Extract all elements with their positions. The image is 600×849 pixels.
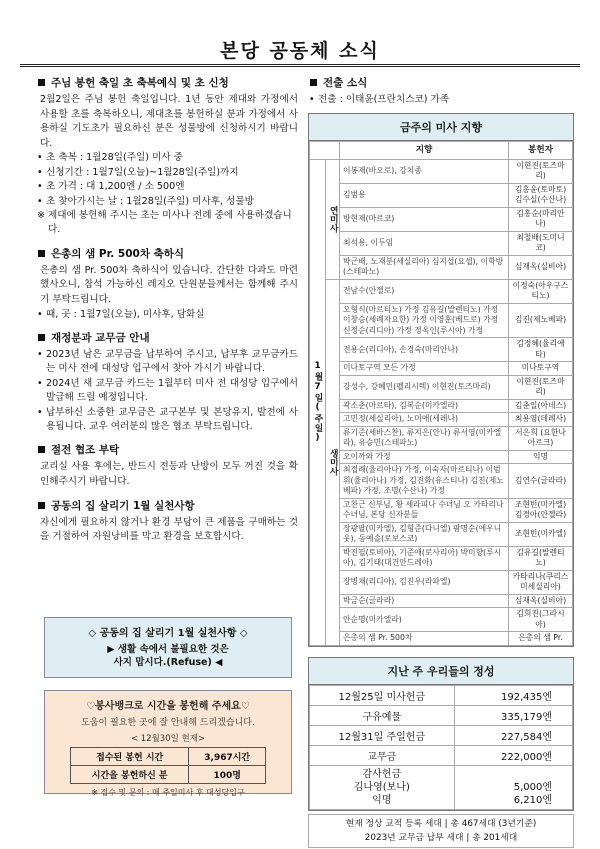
square-bullet-icon [38,446,45,453]
table-row [310,159,573,183]
table-row [71,766,266,784]
table-row [310,570,573,594]
thanks-label-cell [310,765,455,809]
thanks-amount: 5,000엔 [513,781,552,793]
table-cell: 접수된 봉헌 시간 [71,748,189,766]
intent-cell: 미나토구역 모든 가정 [340,362,509,376]
volunteer-table [70,747,266,784]
table-header-cell: 지향 [340,142,509,160]
table-row [310,705,573,725]
mass-intention-table [309,141,573,646]
intent-cell: 박금순(글라라) [340,594,509,608]
title-divider [20,64,580,67]
intent-cell: 전남수(안젤로) [340,279,509,303]
section-paragraph: 교리실 사용 후에는, 반드시 전등과 난방이 모두 꺼진 것을 확인해주시기 바랍니다. [40,461,298,488]
table-cell: 시간을 봉헌하신 분 [71,766,189,784]
person-cell: 이현진(토즈마리) [509,375,573,399]
intent-cell: 최석용, 이두임 [340,231,509,255]
section-legio-celebration [36,247,298,322]
person-cell: 카타리나(쿠리스미세실리아) [509,570,573,594]
intent-cell: 은총의 샘 Pr. 500차 [340,632,509,646]
section-candle-blessing [36,76,298,238]
offering-label: 12월25일 미사헌금 [310,685,455,705]
table-row [310,413,573,427]
intent-cell: 박진필(토비아), 기준애(로사리아) 박미향(루시아), 김기태(대건안드레아) [340,546,509,570]
offering-label: 구유예물 [310,705,455,725]
section-paragraph: 은총의 샘 Pr. 500차 축하식이 있습니다. 간단한 다과도 마련했사오니, 참석 가능하신 레지오 단원분들께서는 함께해 주시기 부탁드립니다. [40,264,298,305]
box-footer: ※ 접수 및 문의 : 매 주일미사 후 대성당입구 [91,788,245,797]
offering-amount: 192,435엔 [454,685,572,705]
list-item: • 2024년 새 교무금 카드는 1월부터 미사 전 대성당 입구에서 발급해 드릴 예정입니다. [36,377,298,406]
person-cell: 김홍순(마리안나) [509,207,573,231]
table-row [310,522,573,546]
table-row [310,725,573,745]
person-cell: 김연수(글라라) [509,464,573,499]
group-cell: 생미사 [326,279,340,645]
box-line: ▶ 생활 속에서 불필요한 것은 [107,644,229,655]
bullet-list [36,308,298,322]
thanks-name: 익명 [372,794,392,806]
page-title: 본당 공동체 소식 [220,40,380,62]
list-item: • 초 가격 : 대 1,200엔 / 소 500엔 [36,180,298,194]
person-cell: 조현빈(미카엘) 김경아(안젤라) [509,498,573,522]
section-heading: 공동의 집 살리기 1월 실천사항 [51,499,195,512]
bullet-list [36,151,298,209]
date-cell: 1월7일(주일) [310,159,326,645]
offering-amount: 335,179엔 [454,705,572,725]
person-cell: 이정숙(아우구스티노) [509,279,573,303]
table-row [310,608,573,632]
person-cell: 최용염(데레사) [509,413,573,427]
left-column [36,76,298,554]
intent-cell: 강성수, 강혜민(펠리시텍) 이현진(토즈마리) [340,375,509,399]
table-header-cell: 봉헌자 [509,142,573,160]
box-date: < 12월30일 현재> [130,734,206,744]
intent-cell: 고민정(세실리아), 노미애(세레나) [340,413,509,427]
offering-amount: 222,000엔 [454,745,572,765]
common-home-box [44,617,292,678]
person-cell: 김홍윤(토마토) 김수실(수산나) [509,183,573,207]
right-column [308,76,574,848]
table-row [310,546,573,570]
census-box [308,814,574,848]
table-row [310,207,573,231]
square-bullet-icon [38,79,45,86]
intent-cell: 오형식(마르티노) 가정 김유길(발렌티노) 가정 이창승(세례자요한) 가정 이영훈(베드로) 가정 신정순(리디아) 가정 정옥인(루시아) 가정 [340,303,509,338]
thanks-amount: 6,210엔 [513,794,552,806]
list-item: • 때, 곳 : 1월7일(오늘), 미사후, 담화실 [36,308,298,322]
offering-table [309,685,573,810]
intent-cell: 김범용 [340,183,509,207]
offering-label: 12월31일 주일헌금 [310,725,455,745]
section-heading: 은총의 샘 Pr. 500차 축하식 [51,247,185,260]
table-row [310,375,573,399]
table-row [310,685,573,705]
square-bullet-icon [38,250,45,257]
list-item: • 전출 : 이태윤(프란치스코) 가족 [308,93,574,107]
square-bullet-icon [38,502,45,509]
table-row [310,450,573,464]
square-bullet-icon [38,334,45,341]
box-line: 사지 맙시다.(Refuse) ◀ [113,657,223,668]
section-transfer [308,76,574,107]
table-header-row [310,142,573,160]
section-paragraph: 자신에게 필요하지 않거나 환경 부담이 큰 제품을 구매하는 것을 거절하여 자원낭비를 막고 환경을 보호합시다. [40,516,298,543]
note-mark-icon: ※ [37,210,46,221]
person-cell: 최철배(도미니코) [509,231,573,255]
intent-cell: 안순명(미카엘라) [340,608,509,632]
bullet-list [36,348,298,434]
person-cell: 김유길(발렌티노) [509,546,573,570]
list-item: • 2023년 남은 교무금을 납부하여 주시고, 납부후 교무금카드는 미사 전에 대성당 입구에서 찾아 가시기 바랍니다. [36,348,298,377]
table-header-cell [310,142,340,160]
offering-label: 교무금 [310,745,455,765]
intent-cell: 박근배, 노재분(세실리아) 심지섭(요셉), 이학방(스테파노) [340,255,509,279]
offering-amount: 227,584엔 [454,725,572,745]
intent-cell: 장병채(리디아), 김진우(라파엘) [340,570,509,594]
intent-cell: 방현재(마르코) [340,207,509,231]
intent-cell: 오이까와 가정 [340,450,509,464]
intent-cell: 류기준(세바스찬), 류지은(안나) 류서영(미카엘라), 유승민(스테파노) [340,426,509,450]
intent-cell: 전용순(리디아), 손경숙(마리안나) [340,338,509,362]
table-cell: 100명 [189,766,266,784]
intent-cell: 곽소춘(마르타), 김복순(미카엘라) [340,399,509,413]
box-description: 도움이 필요한 곳에 잘 안내해 드리겠습니다. [81,718,255,728]
table-row [310,426,573,450]
census-line: 2023년 교무금 납부 세대 | 총 201세대 [364,832,518,843]
table-cell: 3,967시간 [189,748,266,766]
table-row [310,632,573,646]
person-cell: 김진(제노베파) [509,303,573,338]
offering-table-box [308,657,574,811]
table-row [310,594,573,608]
person-cell: 김정혜(율리에타) [509,338,573,362]
section-heading: 재정분과 교무금 안내 [51,332,150,344]
thanks-name: 김나영(보나) [353,781,410,793]
list-item: • 초 찾아가시는 날 : 1월28일(주일) 미사후, 성물방 [36,195,298,209]
section-heading: 주님 봉헌 축일 초 축복예식 및 초 신청 [51,77,229,89]
thanks-amount-cell [454,765,572,809]
section-common-home [36,499,298,545]
table-row [310,303,573,338]
person-cell: 김춘일(아네스) [509,399,573,413]
section-power-saving [36,443,298,489]
table-row [310,498,573,522]
section-paragraph: 2월2일은 주님 봉헌 축일입니다. 1년 동안 제대와 가정에서 사용할 초를 축복하오니, 제대초를 봉헌하실 분과 가정에서 사용하실 기도초가 필요하신 분은 성물방에 신청하시기 바랍니다. [40,94,298,149]
mass-intention-table-box [308,113,574,647]
table-row [310,255,573,279]
list-item: • 신청기간 : 1월7일(오늘)~1월28일(주일)까지 [36,166,298,180]
person-cell: 심재옥(실비아) [509,594,573,608]
group-cell: 연미사 [326,159,340,279]
person-cell: 김희진(그라시아) [509,608,573,632]
table-title: 금주의 미사 지향 [309,114,573,141]
table-row [310,464,573,499]
person-cell: 미나토구역 [509,362,573,376]
table-row [310,338,573,362]
intent-cell: 장광팔(미카엘), 김형준(다니엘) 팜명순(에우니웃), 동예솔(로보스코) [340,522,509,546]
section-heading: 전출 소식 [323,77,368,89]
table-row [310,765,573,809]
table-row [310,399,573,413]
table-row [310,362,573,376]
bullet-list [308,93,574,107]
list-item: • 납부하신 소중한 교무금은 교구본부 및 본당유지, 발전에 사용됩니다. 교우 여러분의 많은 협조 부탁드립니다. [36,406,298,435]
person-cell: 조현빈(미카엘) [509,522,573,546]
person-cell: 이현진(토즈마리) [509,159,573,183]
table-title: 지난 주 우리들의 정성 [309,658,573,685]
box-heading: ◇ 공동의 집 살리기 1월 실천사항 ◇ [88,628,248,639]
person-cell: 심재옥(실비아) [509,255,573,279]
section-finance [36,331,298,434]
square-bullet-icon [310,79,317,86]
list-item: • 초 축복 : 1월28일(주일) 미사 중 [36,151,298,165]
table-row [310,279,573,303]
table-row [310,183,573,207]
census-line: 현재 정상 교적 등록 세대 | 총 467세대 (3년기준) [345,818,537,829]
intent-cell: 최접례(율리아나) 가정, 이숙자(마르티나) 이범휘(율리아나) 가정, 김진화(유스티나) 김진(제노베파) 가정, 조명(수산나) 가정 [340,464,509,499]
table-row [71,748,266,766]
section-heading: 절전 협조 부탁 [51,444,120,457]
intent-cell: 이봉재(바오로), 강치종 [340,159,509,183]
box-heading: ♡봉사뱅크로 시간을 봉헌해 주세요♡ [86,701,250,712]
table-row [310,745,573,765]
person-cell: 은총의 샘 Pr. [509,632,573,646]
thanks-heading: 감사헌금 [362,768,402,780]
volunteer-bank-box [44,690,292,797]
person-cell: 익명 [509,450,573,464]
note: ※ 제대에 봉헌해 주시는 초는 미사나 전례 중에 사용하겠습니다. [37,210,292,236]
intent-cell: 고찬근 신부님, 황 세라피나 수녀님 오 카타리나 수녀님, 본당 신자분들 [340,498,509,522]
person-cell: 서은희 (요한나아르크) [509,426,573,450]
table-row [310,231,573,255]
